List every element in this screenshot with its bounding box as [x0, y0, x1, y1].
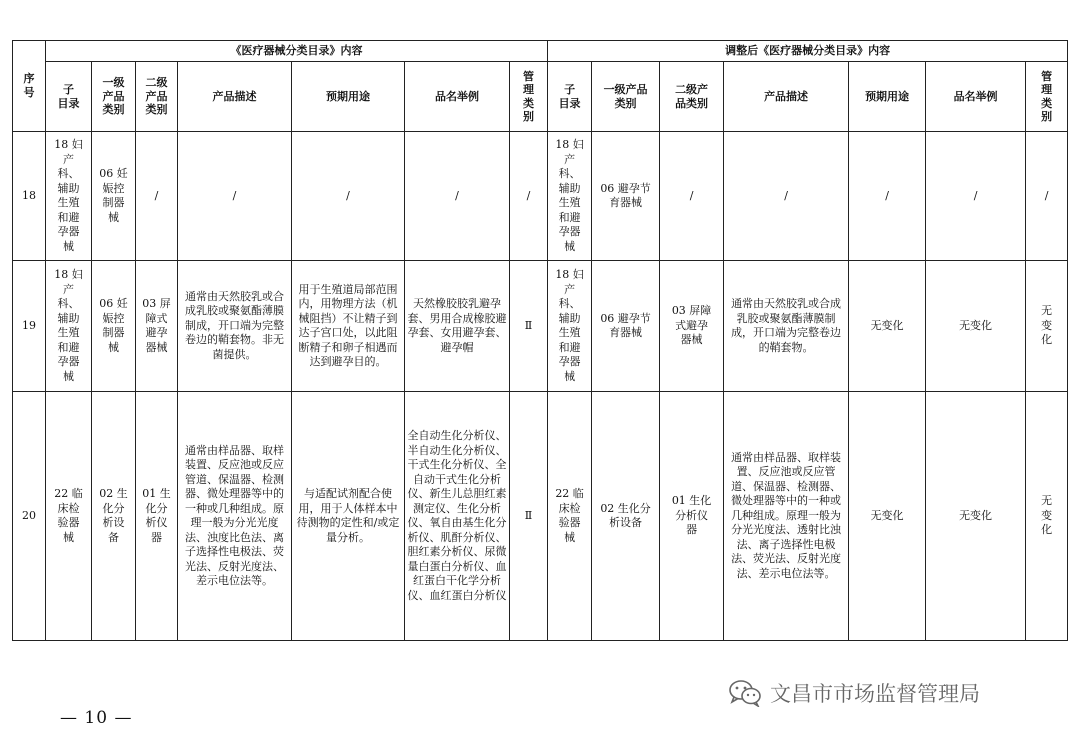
orig-intended-use: 用于生殖道局部范围内，用物理方法（机械阻挡）不让精子到达子宫口处，以此阻断精子和卵子相遇而达到避孕目的。: [292, 261, 405, 392]
adj-mgmt-class: 无 变 化: [1026, 261, 1068, 392]
orig-intended-use: /: [292, 132, 405, 261]
watermark-text: 文昌市市场监督管理局: [770, 682, 980, 706]
header-adj-cat2: 二级产 品类别: [660, 62, 724, 132]
classification-table: [12, 40, 1068, 641]
header-orig-subcatalog: 子 目录: [46, 62, 92, 132]
header-adj-mgmt-class: 管 理 类 别: [1026, 62, 1068, 132]
adj-examples: 无变化: [926, 392, 1026, 641]
adj-cat1: 02 生化分 析设备: [592, 392, 660, 641]
orig-cat1: 02 生 化分 析设 备: [92, 392, 136, 641]
orig-cat1: 06 妊 娠控 制器 械: [92, 261, 136, 392]
header-orig-examples: 品名举例: [405, 62, 510, 132]
header-seq: 序 号: [13, 41, 46, 132]
adj-description: 通常由样品器、取样装置、反应池或反应管道、保温器、检测器、微处理器等中的一种或几种组成。原理一般为分光光度法、透射比浊法、离子选择性电极法、荧光法、反射光度法、差示电位法等。: [724, 392, 849, 641]
row-seq: 19: [13, 261, 46, 392]
adj-subcatalog: 18 妇 产 科、 辅助 生殖 和避 孕器 械: [548, 132, 592, 261]
header-orig-cat2: 二级 产品 类别: [136, 62, 178, 132]
orig-mgmt-class: /: [510, 132, 548, 261]
orig-mgmt-class: Ⅱ: [510, 392, 548, 641]
wechat-icon: [728, 679, 762, 707]
adj-cat2: 03 屏障 式避孕 器械: [660, 261, 724, 392]
table-row: [13, 392, 1068, 641]
adj-intended-use: /: [849, 132, 926, 261]
header-adj-cat1: 一级产品 类别: [592, 62, 660, 132]
header-orig-intended-use: 预期用途: [292, 62, 405, 132]
watermark: [728, 678, 980, 708]
header-adj-subcatalog: 子 目录: [548, 62, 592, 132]
adj-cat1: 06 避孕节 育器械: [592, 261, 660, 392]
adj-description: 通常由天然胶乳或合成乳胶或聚氨酯薄膜制成，开口端为完整卷边的鞘套物。: [724, 261, 849, 392]
adj-subcatalog: 18 妇 产 科、 辅助 生殖 和避 孕器 械: [548, 261, 592, 392]
orig-examples: 天然橡胶胶乳避孕套、男用合成橡胶避孕套、女用避孕套、避孕帽: [405, 261, 510, 392]
orig-description: /: [178, 132, 292, 261]
adj-subcatalog: 22 临 床检 验器 械: [548, 392, 592, 641]
adj-mgmt-class: /: [1026, 132, 1068, 261]
header-adj-intended-use: 预期用途: [849, 62, 926, 132]
orig-cat1: 06 妊 娠控 制器 械: [92, 132, 136, 261]
orig-examples: 全自动生化分析仪、半自动生化分析仪、干式生化分析仪、全自动干式生化分析仪、新生儿总胆红素测定仪、生化分析仪、氧自由基生化分析仪、肌酐分析仪、胆红素分析仪、尿微量白蛋白分析仪、血红蛋白干化学分析仪、血红蛋白分析仪: [405, 392, 510, 641]
orig-cat2: 03 屏 障式 避孕 器械: [136, 261, 178, 392]
adj-cat1: 06 避孕节 育器械: [592, 132, 660, 261]
orig-examples: /: [405, 132, 510, 261]
header-orig-mgmt-class: 管 理 类 别: [510, 62, 548, 132]
adj-description: /: [724, 132, 849, 261]
header-adj-description: 产品描述: [724, 62, 849, 132]
header-adj-examples: 品名举例: [926, 62, 1026, 132]
orig-cat2: 01 生 化分 析仪 器: [136, 392, 178, 641]
header-orig-cat1: 一级 产品 类别: [92, 62, 136, 132]
adj-mgmt-class: 无 变 化: [1026, 392, 1068, 641]
orig-cat2: /: [136, 132, 178, 261]
adj-examples: 无变化: [926, 261, 1026, 392]
orig-subcatalog: 22 临 床检 验器 械: [46, 392, 92, 641]
table-row: [13, 261, 1068, 392]
orig-description: 通常由样品器、取样装置、反应池或反应管道、保温器、检测器、微处理器等中的一种或几种组成。原理一般为分光光度法、浊度比色法、离子选择性电极法、荧光法、反射光度法、差示电位法等。: [178, 392, 292, 641]
orig-description: 通常由天然胶乳或合成乳胶或聚氨酯薄膜制成，开口端为完整卷边的鞘套物。非无菌提供。: [178, 261, 292, 392]
orig-subcatalog: 18 妇 产 科、 辅助 生殖 和避 孕器 械: [46, 132, 92, 261]
adj-intended-use: 无变化: [849, 261, 926, 392]
adj-intended-use: 无变化: [849, 392, 926, 641]
table-row: [13, 132, 1068, 261]
adj-examples: /: [926, 132, 1026, 261]
adj-cat2: 01 生化 分析仪 器: [660, 392, 724, 641]
orig-mgmt-class: Ⅱ: [510, 261, 548, 392]
header-orig-description: 产品描述: [178, 62, 292, 132]
header-original-catalog: 《医疗器械分类目录》内容: [46, 41, 548, 62]
page-number: — 10 —: [60, 708, 133, 728]
orig-intended-use: 与适配试剂配合使用，用于人体样本中待测物的定性和/或定量分析。: [292, 392, 405, 641]
row-seq: 18: [13, 132, 46, 261]
adj-cat2: /: [660, 132, 724, 261]
header-adjusted-catalog: 调整后《医疗器械分类目录》内容: [548, 41, 1068, 62]
orig-subcatalog: 18 妇 产 科、 辅助 生殖 和避 孕器 械: [46, 261, 92, 392]
row-seq: 20: [13, 392, 46, 641]
